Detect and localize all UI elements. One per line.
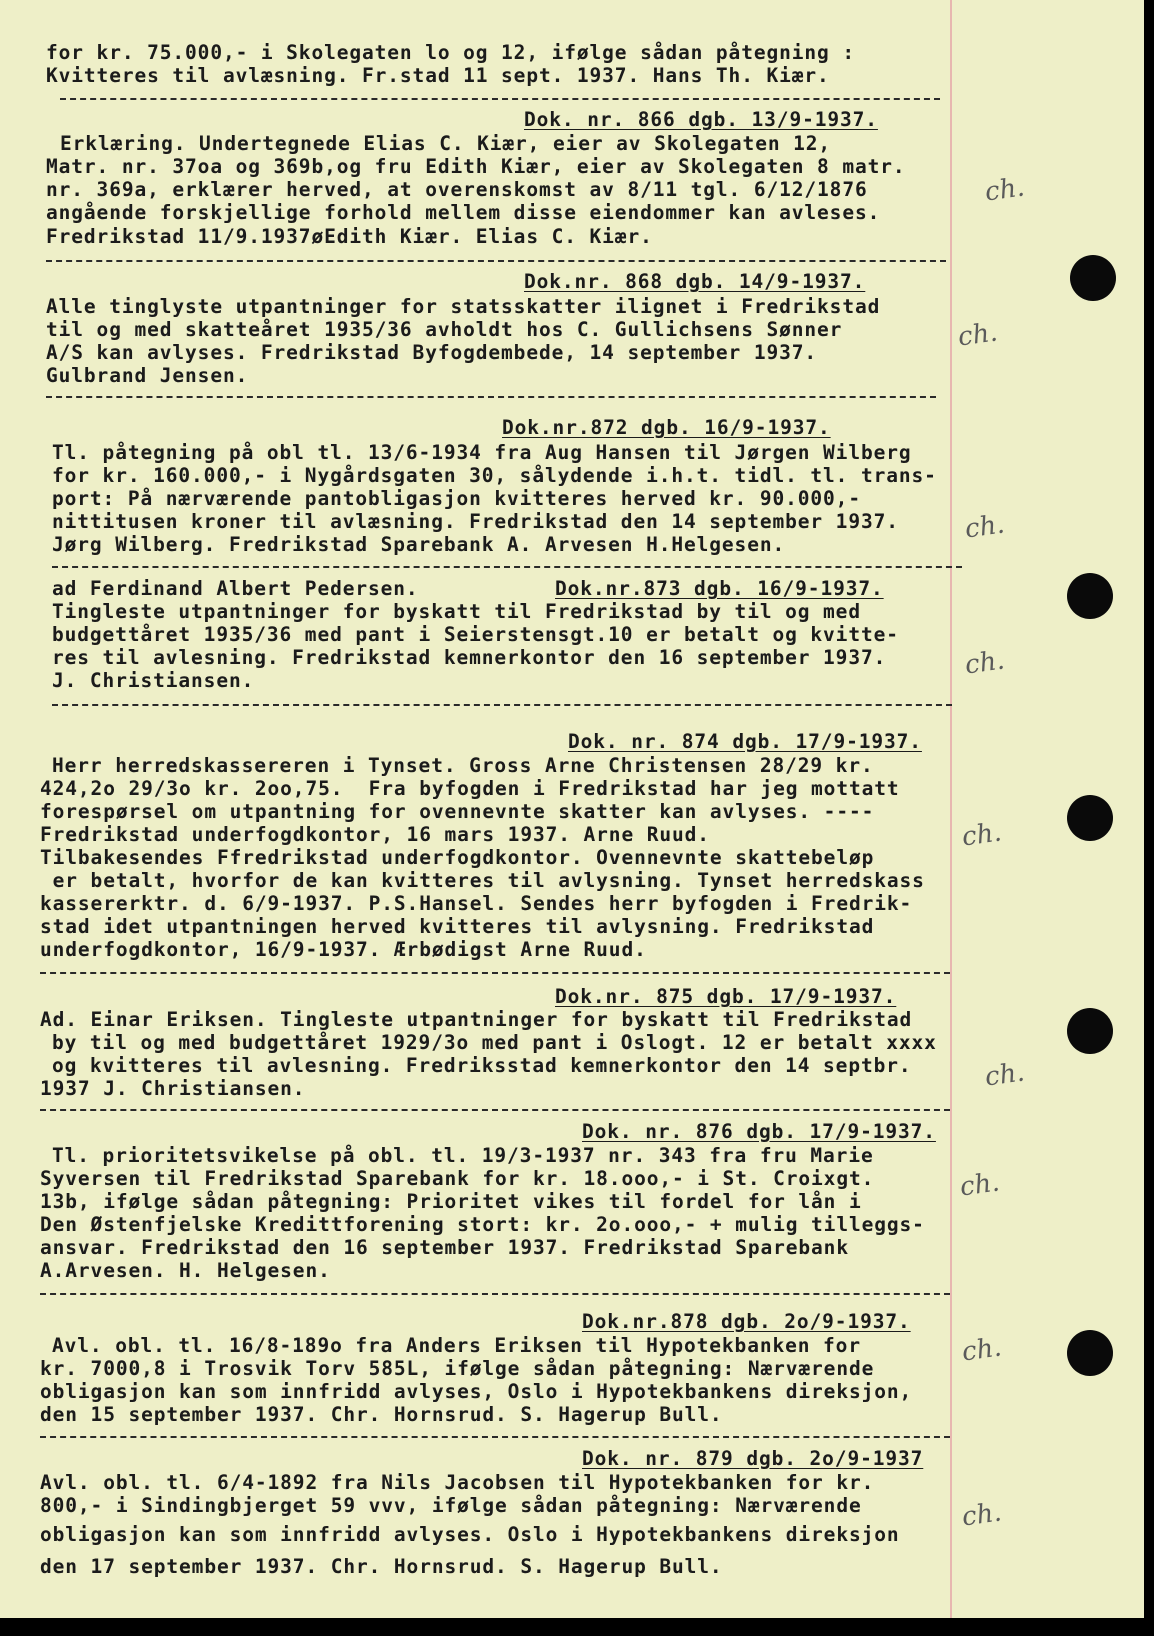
margin-mark: ch.	[956, 317, 1000, 353]
separator-rule	[40, 1293, 950, 1295]
entry-line: obligasjon kan som innfridd avlyses, Oslo i Hypotekbankens direksjon,	[40, 1380, 913, 1403]
margin-mark: ch.	[960, 1332, 1004, 1368]
entry-line: res til avlesning. Fredrikstad kemnerkontor den 16 september 1937.	[52, 646, 887, 669]
entry-line: og kvitteres til avlesning. Fredriksstad kemnerkontor den 14 septbr.	[52, 1054, 912, 1077]
entry-line: Herr herredskassereren i Tynset. Gross Arne Christensen 28/29 kr.	[52, 754, 874, 777]
entry-line: angående forskjellige forhold mellem disse eiendommer kan avleses.	[46, 201, 881, 224]
entry-heading: Dok.nr.873 dgb. 16/9-1937.	[555, 577, 884, 600]
entry-heading: Dok.nr. 875 dgb. 17/9-1937.	[555, 985, 897, 1008]
binder-hole	[1067, 1330, 1113, 1376]
entry-line: Fredrikstad underfogdkontor, 16 mars 1937. Arne Ruud.	[40, 823, 710, 846]
separator-rule	[40, 1109, 950, 1111]
entry-heading: Dok. nr. 876 dgb. 17/9-1937.	[582, 1120, 936, 1143]
entry-line: Fredrikstad 11/9.1937øEdith Kiær. Elias C. Kiær.	[46, 225, 653, 248]
binder-hole	[1067, 573, 1113, 619]
entry-line: er betalt, hvorfor de kan kvitteres til avlysning. Tynset herredskass	[40, 869, 925, 892]
margin-mark: ch.	[983, 1057, 1027, 1093]
entry-line: obligasjon kan som innfridd avlyses. Oslo i Hypotekbankens direksjon	[40, 1523, 900, 1546]
entry-line: nittitusen kroner til avlæsning. Fredrikstad den 14 september 1937.	[52, 510, 899, 533]
entry-line: J. Christiansen.	[52, 669, 255, 692]
entry-line: for kr. 160.000,- i Nygårdsgaten 30, sålydende i.h.t. tidl. tl. trans-	[52, 464, 937, 487]
separator-rule	[60, 98, 940, 100]
separator-rule	[46, 260, 946, 262]
margin-mark: ch.	[963, 509, 1007, 545]
entry-heading: Dok. nr. 866 dgb. 13/9-1937.	[524, 108, 878, 131]
entry-heading: Dok.nr.878 dgb. 2o/9-1937.	[582, 1310, 911, 1333]
scan-border-bottom	[0, 1618, 1154, 1636]
entry-line: forespørsel om utpantning for ovennevnte skatter kan avlyses. ----	[40, 800, 875, 823]
entry-line: Den Østenfjelske Kredittforening stort: kr. 2o.ooo,- + mulig tilleggs-	[40, 1213, 925, 1236]
entry-line: Tl. påtegning på obl tl. 13/6-1934 fra Aug Hansen til Jørgen Wilberg	[52, 441, 912, 464]
margin-line	[950, 0, 952, 1636]
margin-mark: ch.	[963, 645, 1007, 681]
entry-line: underfogdkontor, 16/9-1937. Ærbødigst Arne Ruud.	[40, 938, 647, 961]
entry-line: Syversen til Fredrikstad Sparebank for kr. 18.ooo,- i St. Croixgt.	[40, 1167, 875, 1190]
entry-line: Ad. Einar Eriksen. Tingleste utpantninger for byskatt til Fredrikstad	[40, 1008, 913, 1031]
entry-line: Tilbakesendes Ffredrikstad underfogdkontor. Ovennevnte skattebeløp	[40, 846, 875, 869]
binder-hole	[1067, 1008, 1113, 1054]
entry-line: Tingleste utpantninger for byskatt til Fredrikstad by til og med	[52, 600, 861, 623]
opening-line: Kvitteres til avlæsning. Fr.stad 11 sept. 1937. Hans Th. Kiær.	[46, 64, 830, 87]
entry-line: kr. 7000,8 i Trosvik Torv 585L, ifølge sådan påtegning: Nærværende	[40, 1357, 875, 1380]
entry-line: Alle tinglyste utpantninger for statsskatter ilignet i Fredrikstad	[46, 295, 881, 318]
binder-hole	[1070, 255, 1116, 301]
entry-line: den 15 september 1937. Chr. Hornsrud. S. Hagerup Bull.	[40, 1403, 723, 1426]
binder-hole	[1067, 795, 1113, 841]
separator-rule	[40, 1436, 950, 1438]
entry-line: A/S kan avlyses. Fredrikstad Byfogdembede, 14 september 1937.	[46, 341, 818, 364]
entry-line: Avl. obl. tl. 6/4-1892 fra Nils Jacobsen til Hypotekbanken for kr.	[40, 1471, 875, 1494]
opening-line: for kr. 75.000,- i Skolegaten lo og 12, ifølge sådan påtegning :	[46, 41, 855, 64]
margin-mark: ch.	[960, 1497, 1004, 1533]
entry-line: 424,2o 29/3o kr. 2oo,75. Fra byfogden i Fredrikstad har jeg mottatt	[40, 777, 900, 800]
entry-line: til og med skatteåret 1935/36 avholdt hos C. Gullichsens Sønner	[46, 318, 843, 341]
entry-line: Gulbrand Jensen.	[46, 364, 249, 387]
entry-line: den 17 september 1937. Chr. Hornsrud. S. Hagerup Bull.	[40, 1555, 723, 1578]
entry-line: Erklæring. Undertegnede Elias C. Kiær, eier av Skolegaten 12,	[60, 132, 832, 155]
separator-rule	[52, 566, 962, 568]
entry-line: port: På nærværende pantobligasjon kvitteres herved kr. 90.000,-	[52, 487, 861, 510]
entry-line: Jørg Wilberg. Fredrikstad Sparebank A. Arvesen H.Helgesen.	[52, 533, 786, 556]
entry-line: 1937 J. Christiansen.	[40, 1077, 306, 1100]
entry-line: Matr. nr. 37oa og 369b,og fru Edith Kiær, eier av Skolegaten 8 matr.	[46, 155, 906, 178]
entry-line: nr. 369a, erklærer herved, at overenskomst av 8/11 tgl. 6/12/1876	[46, 178, 868, 201]
entry-line: by til og med budgettåret 1929/3o med pant i Oslogt. 12 er betalt xxxx	[52, 1031, 937, 1054]
separator-rule	[52, 704, 952, 706]
entry-prefix: ad Ferdinand Albert Pedersen.	[52, 577, 419, 600]
entry-line: Avl. obl. tl. 16/8-189o fra Anders Eriksen til Hypotekbanken for	[52, 1334, 861, 1357]
entry-line: ansvar. Fredrikstad den 16 september 1937. Fredrikstad Sparebank	[40, 1236, 849, 1259]
margin-mark: ch.	[958, 1167, 1002, 1203]
entry-heading: Dok. nr. 874 dgb. 17/9-1937.	[568, 730, 922, 753]
entry-line: budgettåret 1935/36 med pant i Seierstensgt.10 er betalt og kvitte-	[52, 623, 899, 646]
entry-line: 13b, ifølge sådan påtegning: Prioritet vikes til fordel for lån i	[40, 1190, 862, 1213]
entry-line: A.Arvesen. H. Helgesen.	[40, 1259, 331, 1282]
margin-mark: ch.	[983, 172, 1027, 208]
entry-heading: Dok.nr. 868 dgb. 14/9-1937.	[524, 270, 866, 293]
margin-mark: ch.	[960, 817, 1004, 853]
entry-heading: Dok. nr. 879 dgb. 2o/9-1937	[582, 1447, 924, 1470]
entry-line: stad idet utpantningen herved kvitteres til avlysning. Fredrikstad	[40, 915, 875, 938]
separator-rule	[40, 972, 950, 974]
entry-line: 800,- i Sindingbjerget 59 vvv, ifølge sådan påtegning: Nærværende	[40, 1494, 862, 1517]
separator-rule	[46, 396, 936, 398]
entry-heading: Dok.nr.872 dgb. 16/9-1937.	[502, 416, 831, 439]
entry-line: kassererktr. d. 6/9-1937. P.S.Hansel. Sendes herr byfogden i Fredrik-	[40, 892, 913, 915]
entry-line: Tl. prioritetsvikelse på obl. tl. 19/3-1937 nr. 343 fra fru Marie	[52, 1144, 874, 1167]
scan-border-right	[1144, 0, 1154, 1636]
